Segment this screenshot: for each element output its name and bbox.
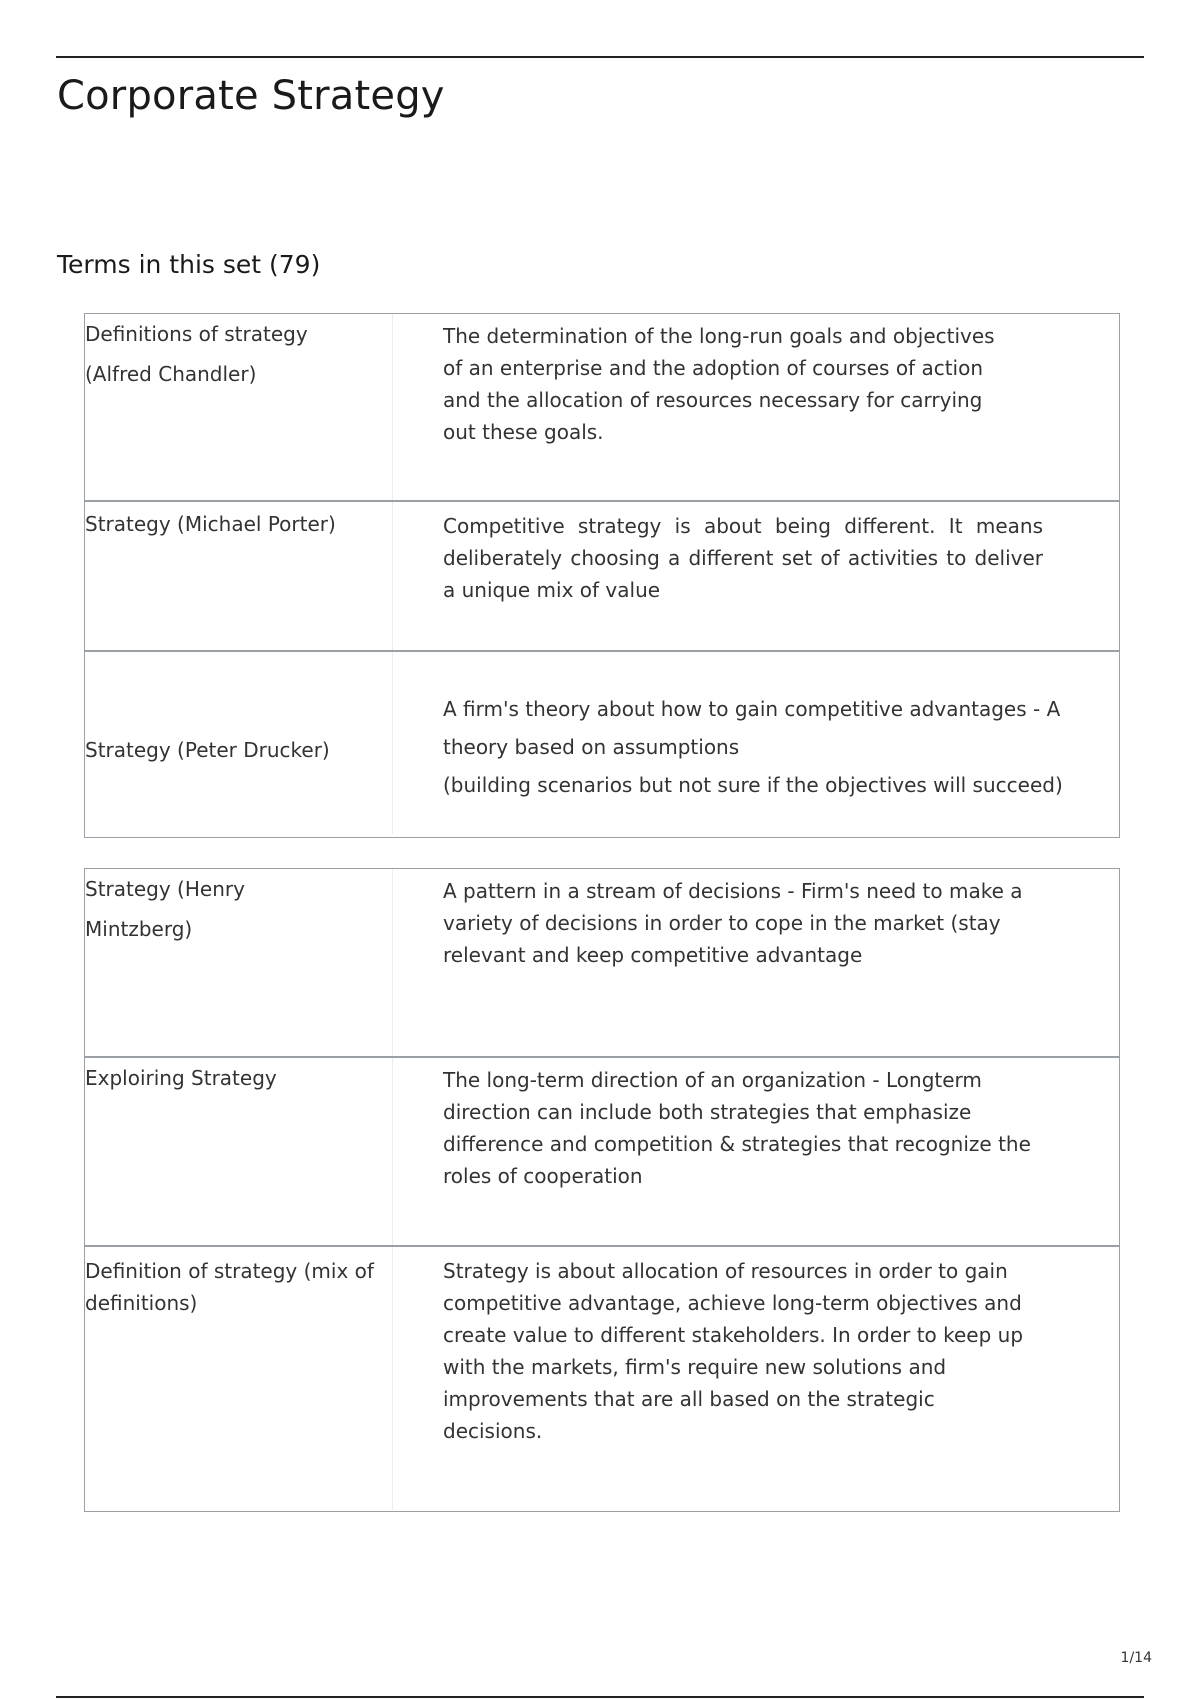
column-divider [392,1247,393,1510]
term-row [85,1056,1119,1245]
term-text: Exploiring Strategy [85,1066,277,1090]
definition-text: The determination of the long-run goals and objectives of an enterprise and the adoption of courses of action and the allocation of resources necessary for carrying out these goals. [443,324,995,444]
page-number: 1/14 [1120,1650,1152,1666]
column-divider [392,1058,393,1245]
term-text: Strategy (Henry Mintzberg) [85,877,245,941]
definition-text: Strategy is about allocation of resources in order to gain competitive advantage, achieve long-term objectives and create value to different stakeholders. In order to keep up with the markets, firm's require new solutions and improvements that are all based on the strategic decisions. [443,1259,1024,1443]
term-row [85,869,1119,1056]
term-row [85,500,1119,650]
definition-text: A pattern in a stream of decisions - Firm's need to make a variety of decisions in order to cope in the market (stay relevant and keep competitive advantage [443,879,1023,967]
term-row [85,650,1119,834]
top-rule [56,56,1144,58]
column-divider [392,869,393,1056]
definition-text: A firm's theory about how to gain competitive advantages - A theory based on assumptions (building scenarios but not sure if the objectives will succeed) [443,697,1063,797]
column-divider [392,502,393,650]
document-title: Corporate Strategy [57,73,445,119]
term-text: Strategy (Peter Drucker) [85,738,330,762]
column-divider [392,314,393,500]
term-text: Strategy (Michael Porter) [85,512,336,536]
term-row [85,1245,1119,1510]
terms-card-1 [84,313,1120,838]
definition-text: The long-term direction of an organization - Longterm direction can include both strategies that emphasize difference and competition & strategies that recognize the roles of cooperation [443,1068,1031,1188]
term-text: Definition of strategy (mix of definitions) [85,1259,374,1315]
definition-text: Competitive strategy is about being different. It means deliberately choosing a different set of activities to deliver a unique mix of value [443,514,1043,602]
bottom-rule [56,1696,1144,1698]
column-divider [392,652,393,834]
terms-card-2 [84,868,1120,1512]
term-row [85,314,1119,500]
term-text: Definitions of strategy (Alfred Chandler) [85,322,308,386]
terms-count-heading: Terms in this set (79) [57,250,321,279]
